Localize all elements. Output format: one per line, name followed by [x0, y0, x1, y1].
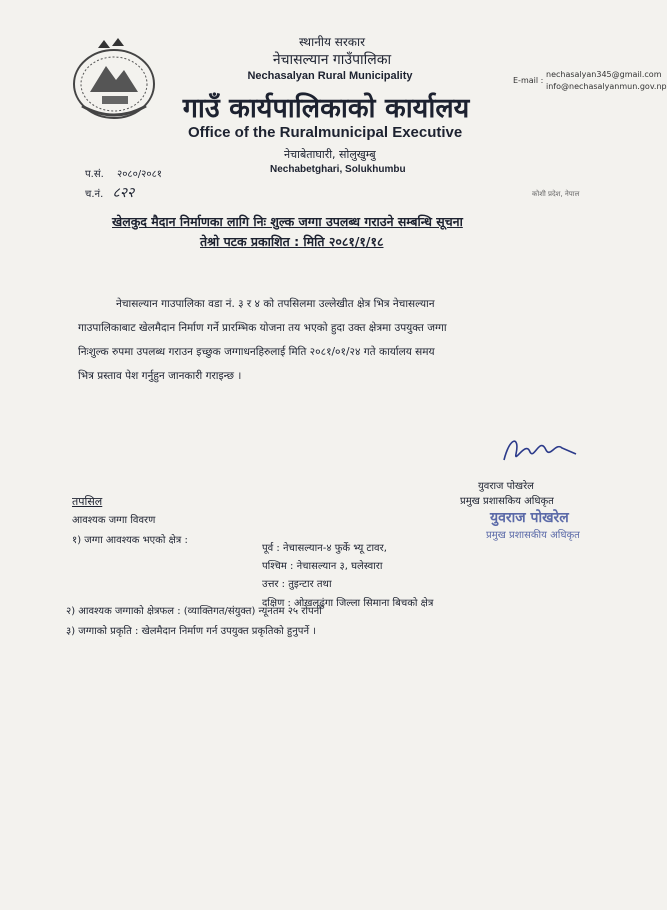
boundary-east: पूर्व : नेचासल्यान-४ फुर्के भ्यू टावर, [262, 543, 387, 554]
email-1[interactable]: nechasalyan345@gmail.com [546, 70, 662, 79]
email-2[interactable]: info@nechasalyanmun.gov.np [546, 82, 667, 91]
province-label: कोशी प्रदेश, नेपाल [532, 190, 580, 198]
body-line-4: भित्र प्रस्ताव पेश गर्नुहुन जानकारी गराइन्छ । [78, 370, 242, 382]
subject-line-2: तेश्रो पटक प्रकाशित : मिति २०८१/१/१८ [200, 234, 384, 249]
tapasil-item-2: २) आवश्यक जग्गाको क्षेत्रफल : (व्याक्तिगत/संयुक्त) न्यूनतम २५ रोपनी [66, 606, 322, 617]
ref-pa-sa-value: २०८०/२०८१ [117, 169, 162, 180]
signature-icon [500, 430, 580, 470]
stamp-title: प्रमुख प्रशासकीय अधिकृत [486, 530, 580, 541]
office-title-en: Office of the Ruralmunicipal Executive [188, 124, 463, 141]
local-government-label: स्थानीय सरकार [299, 35, 365, 49]
signatory-name: युवराज पोखरेल [478, 481, 534, 492]
tapasil-heading: तपसिल [72, 495, 103, 508]
ref-cha-na-label: च.नं. [85, 189, 104, 200]
boundary-south: दक्षिण : ओखलढुंगा जिल्ला सिमाना बिचको क्षेत्र [262, 598, 434, 609]
email-label: E-mail : [513, 76, 544, 85]
address-en: Nechabetghari, Solukhumbu [270, 164, 406, 175]
tapasil-item-3: ३) जग्गाको प्रकृति : खेलमैदान निर्माण गर्न उपयुक्त प्रकृतिको हुनुपर्ने । [66, 626, 316, 637]
body-line-2: गाउपालिकाबाट खेलमैदान निर्माण गर्ने प्रारम्भिक योजना तय भएको हुदा उक्त क्षेत्रमा उपयुक्त जग्गा [78, 322, 447, 334]
boundary-west: पश्चिम : नेचासल्यान ३, घलेस्वारा [262, 561, 383, 572]
ref-cha-na-value: ८२२ [112, 185, 135, 201]
address-np: नेचाबेताघारी, सोलुखुम्बु [284, 148, 376, 161]
stamp-name: युवराज पोखरेल [490, 510, 569, 526]
boundary-north: उत्तर : तुइन्टार तथा [262, 579, 332, 590]
office-title-np: गाउँ कार्यपालिकाको कार्यालय [182, 93, 470, 124]
tapasil-subheading: आवश्यक जग्गा विवरण [72, 515, 156, 526]
municipality-name-np: नेचासल्यान गाउँपालिका [272, 52, 392, 68]
tapasil-item-1-label: १) जग्गा आवश्यक भएको क्षेत्र : [72, 535, 188, 546]
signatory-title: प्रमुख प्रशासकिय अधिकृत [460, 496, 554, 507]
body-line-3: निःशुल्क रुपमा उपलब्ध गराउन इच्छुक जग्गाधनहिरुलाई मिति २०८१/०१/२४ गते कार्यालय समय [78, 346, 435, 358]
municipality-name-en: Nechasalyan Rural Municipality [247, 70, 413, 82]
body-line-1: नेचासल्यान गाउपालिका वडा नं. ३ र ४ को तपसिलमा उल्लेखीत क्षेत्र भित्र नेचासल्यान [116, 298, 435, 310]
subject-line-1: खेलकुद मैदान निर्माणका लागि निः शुल्क जग्गा उपलब्ध गराउने सम्बन्धि सूचना [112, 214, 463, 229]
ref-pa-sa-label: प.सं. [85, 169, 104, 180]
